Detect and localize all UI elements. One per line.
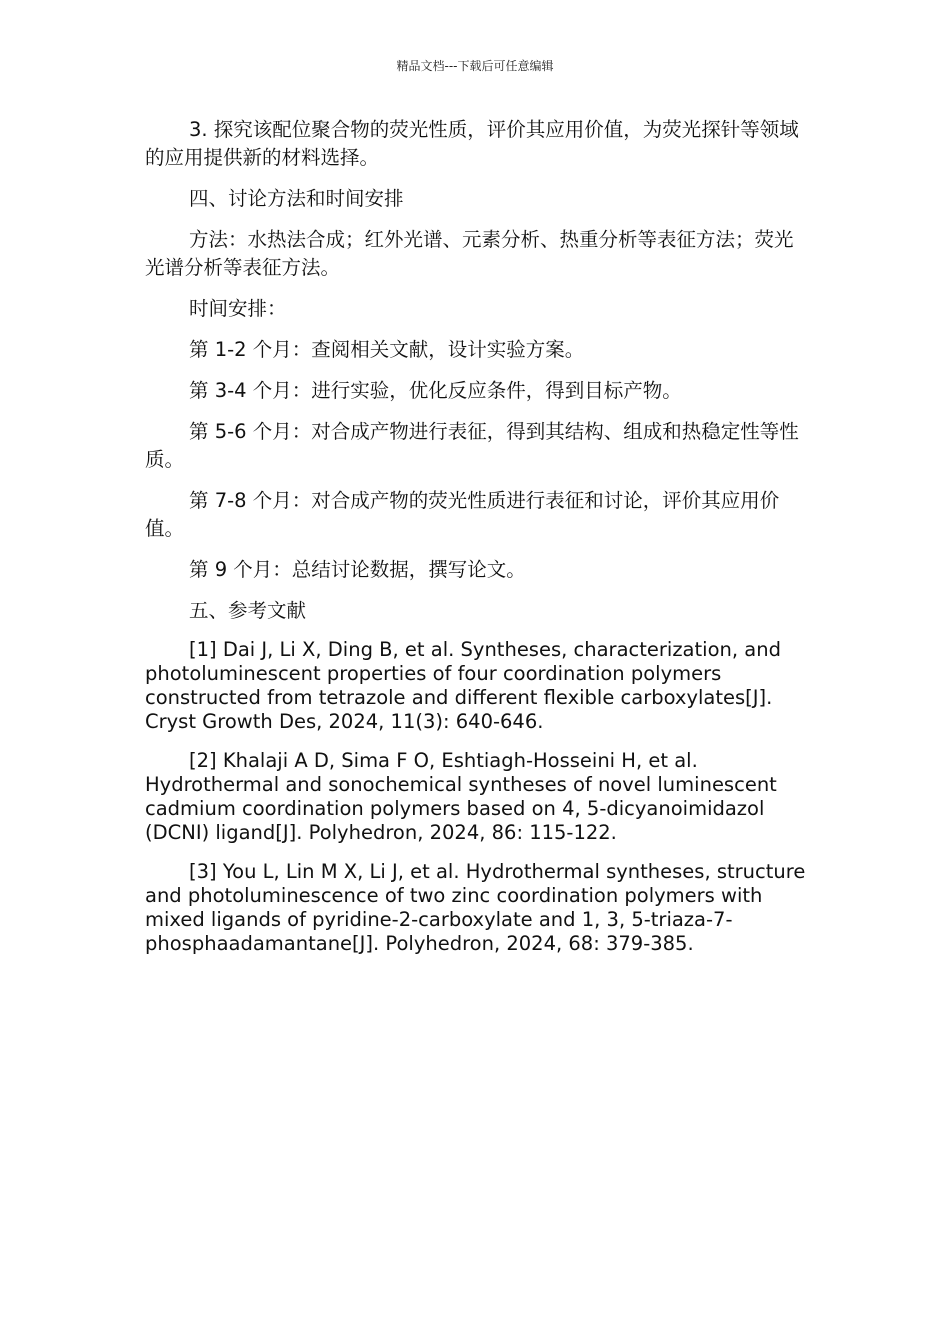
schedule-item-month-9: 第 9 个月：总结讨论数据，撰写论文。 — [189, 558, 526, 581]
reference-item-3: [3] You L, Lin M X, Li J, et al. Hydrothermal syntheses, structure and photoluminescence of two zinc coordination polymers with mixed ligands of pyridine-2-carboxylate and 1, 3, 5-triaza-7-phosphaadamantane[J]. Polyhedron, 2024, 68: 379-385. — [145, 860, 806, 955]
paragraph-objective-3: 3. 探究该配位聚合物的荧光性质，评价其应用价值，为荧光探针等领域的应用提供新的材料选择。 — [145, 118, 799, 169]
paragraph-schedule-label: 时间安排： — [189, 297, 287, 320]
schedule-item-month-3-4: 第 3-4 个月：进行实验，优化反应条件，得到目标产物。 — [189, 379, 682, 402]
reference-item-2: [2] Khalaji A D, Sima F O, Eshtiagh-Hosseini H, et al. Hydrothermal and sonochemical syntheses of novel luminescent cadmium coordination polymers based on 4, 5-dicyanoimidazol (DCNI) ligand[J]. Polyhedron, 2024, 86: 115-122. — [145, 749, 777, 844]
document-body — [145, 116, 810, 971]
paragraph-methods: 方法：水热法合成；红外光谱、元素分析、热重分析等表征方法；荧光光谱分析等表征方法。 — [145, 228, 794, 279]
schedule-item-month-5-6: 第 5-6 个月：对合成产物进行表征，得到其结构、组成和热稳定性等性质。 — [145, 420, 799, 471]
section-heading-references: 五、参考文献 — [189, 599, 307, 622]
schedule-item-month-1-2: 第 1-2 个月：查阅相关文献，设计实验方案。 — [189, 338, 585, 361]
reference-item-1: [1] Dai J, Li X, Ding B, et al. Syntheses, characterization, and photoluminescent properties of four coordination polymers constructed from tetrazole and different flexible carboxylates[J]. Cryst Growth Des, 2024, 11(3): 640-646. — [145, 638, 781, 733]
section-heading-methods-schedule: 四、讨论方法和时间安排 — [189, 187, 404, 210]
page-header: 精品文档---下载后可任意编辑 — [396, 59, 554, 73]
schedule-item-month-7-8: 第 7-8 个月：对合成产物的荧光性质进行表征和讨论，评价其应用价值。 — [145, 489, 780, 540]
